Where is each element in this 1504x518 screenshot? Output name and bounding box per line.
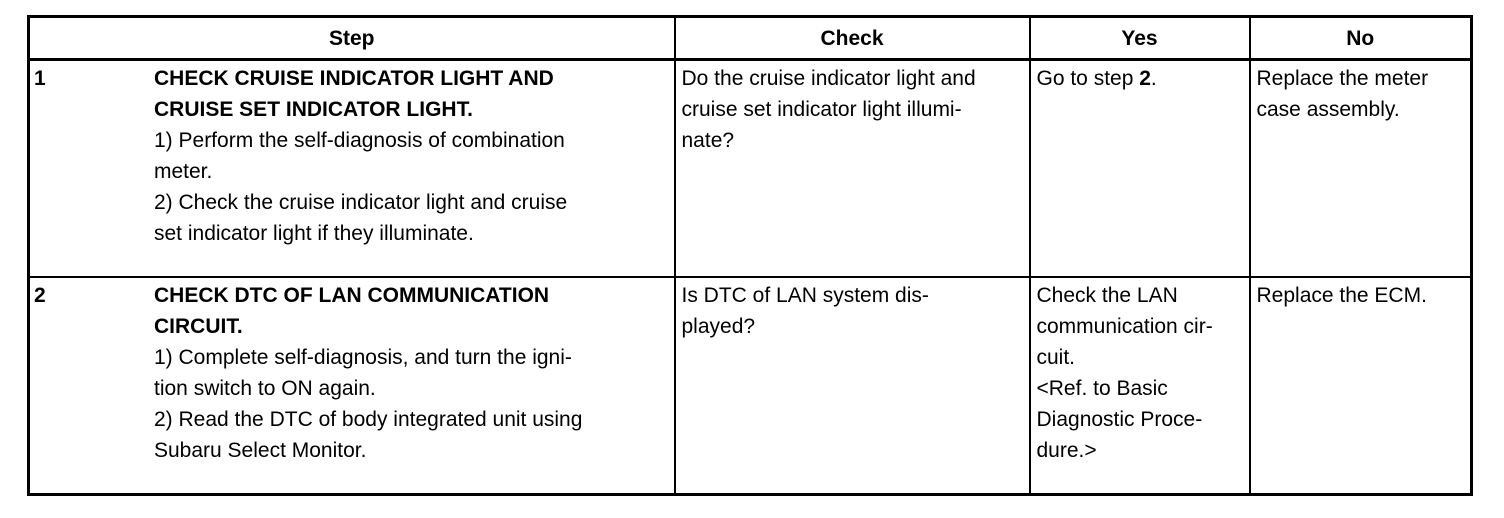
- instruction-line: 1) Complete self-diagnosis, and turn the igni-: [154, 346, 572, 369]
- check-line: Do the cruise indicator light and: [681, 67, 976, 90]
- step-cell: [29, 60, 675, 278]
- table-row: [29, 277, 1472, 495]
- header-row: [29, 17, 1472, 60]
- yes-cell: [1030, 277, 1250, 495]
- instruction-line: Subaru Select Monitor.: [154, 439, 367, 462]
- diagnostic-table: [27, 15, 1473, 496]
- step-title-line: CIRCUIT.: [154, 315, 243, 338]
- instruction-line: 2) Check the cruise indicator light and cruise: [154, 191, 568, 214]
- step-title-line: CHECK CRUISE INDICATOR LIGHT AND: [154, 67, 554, 90]
- no-cell: [1250, 60, 1472, 278]
- step-title-line: CHECK DTC OF LAN COMMUNICATION: [154, 284, 550, 307]
- check-line: Is DTC of LAN system dis-: [681, 284, 929, 307]
- yes-cell: [1030, 60, 1250, 278]
- no-line: Replace the ECM.: [1256, 284, 1427, 307]
- yes-line: Check the LAN: [1036, 284, 1178, 307]
- no-cell: [1250, 277, 1472, 495]
- yes-text: [1031, 61, 1249, 94]
- check-line: nate?: [681, 129, 735, 152]
- table-row: [29, 60, 1472, 278]
- instruction-line: set indicator light if they illuminate.: [154, 222, 474, 245]
- header-step: Step: [29, 17, 675, 60]
- yes-step-ref: 2: [1139, 67, 1151, 90]
- instruction-line: 1) Perform the self-diagnosis of combination: [154, 129, 565, 152]
- instruction-line: meter.: [154, 160, 213, 183]
- header-check: Check: [675, 17, 1030, 60]
- step-number: 2: [34, 284, 46, 307]
- check-line: cruise set indicator light illumi-: [681, 98, 962, 121]
- yes-line: communication cir-: [1036, 315, 1213, 338]
- yes-line: cuit.: [1036, 346, 1076, 369]
- check-cell: [675, 277, 1030, 495]
- yes-line: Diagnostic Proce-: [1036, 408, 1203, 431]
- yes-line: <Ref. to Basic: [1036, 377, 1168, 400]
- step-body: [30, 61, 674, 249]
- check-line: played?: [681, 315, 756, 338]
- step-body: [30, 278, 674, 466]
- header-no: No: [1250, 17, 1472, 60]
- yes-prefix: Go to step: [1036, 67, 1140, 90]
- step-cell: [29, 277, 675, 495]
- yes-line: dure.>: [1036, 439, 1097, 462]
- step-title-line: CRUISE SET INDICATOR LIGHT.: [154, 98, 473, 121]
- instruction-line: tion switch to ON again.: [154, 377, 376, 400]
- check-cell: [675, 60, 1030, 278]
- yes-suffix: .: [1150, 67, 1157, 90]
- header-yes: Yes: [1030, 17, 1250, 60]
- step-number: 1: [34, 67, 46, 90]
- instruction-line: 2) Read the DTC of body integrated unit using: [154, 408, 583, 431]
- no-line: Replace the meter: [1256, 67, 1429, 90]
- no-line: case assembly.: [1256, 98, 1400, 121]
